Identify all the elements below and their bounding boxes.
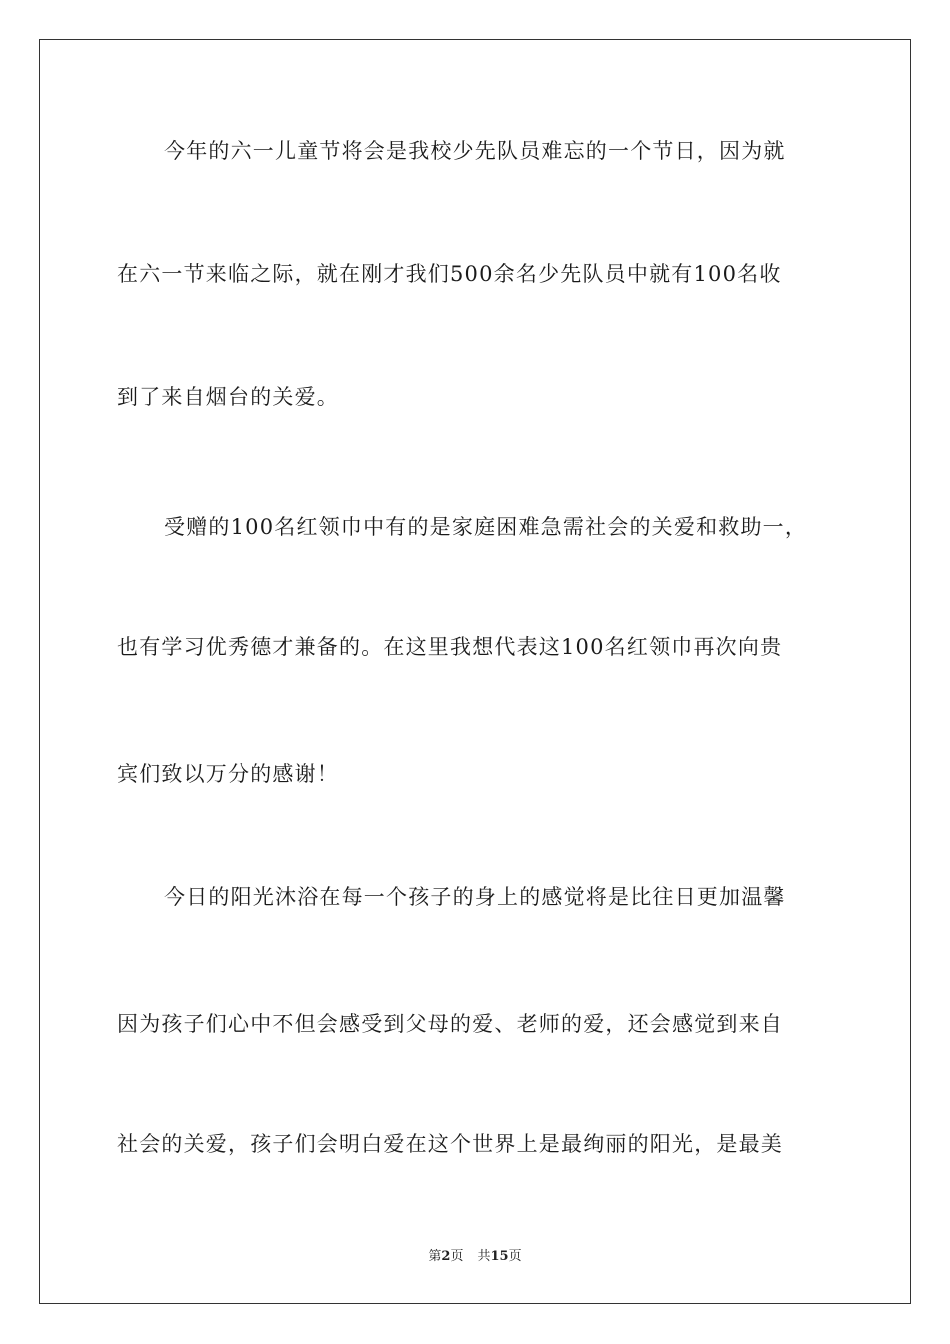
paragraph-1-line-2: 在六一节来临之际，就在刚才我们500余名少先队员中就有100名收 [117,262,782,286]
paragraph-1-line-1: 今年的六一儿童节将会是我校少先队员难忘的一个节日，因为就 [164,139,786,163]
paragraph-3-line-2: 因为孩子们心中不但会感受到父母的爱、老师的爱，还会感觉到来自 [117,1012,783,1036]
paragraph-1-line-3: 到了来自烟台的关爱。 [117,385,339,409]
paragraph-3-line-3: 社会的关爱，孩子们会明白爱在这个世界上是最绚丽的阳光，是最美 [117,1132,783,1156]
paragraph-2-line-3: 宾们致以万分的感谢！ [117,762,339,786]
page-border [39,39,911,1304]
paragraph-3-line-1: 今日的阳光沐浴在每一个孩子的身上的感觉将是比往日更加温馨 [164,885,786,909]
page-footer [0,1248,950,1266]
footer-page-suffix: 页 [450,1249,464,1264]
footer-total-suffix: 页 [508,1249,522,1264]
footer-page-prefix: 第 [428,1249,442,1264]
footer-page-number: 2 [441,1249,451,1264]
paragraph-2-line-1: 受赠的100名红领巾中有的是家庭困难急需社会的关爱和救助一， [164,515,808,539]
footer-total-prefix: 共 [477,1249,491,1264]
footer-total-pages: 15 [490,1249,509,1264]
paragraph-2-line-2: 也有学习优秀德才兼备的。在这里我想代表这100名红领巾再次向贵 [117,635,783,659]
